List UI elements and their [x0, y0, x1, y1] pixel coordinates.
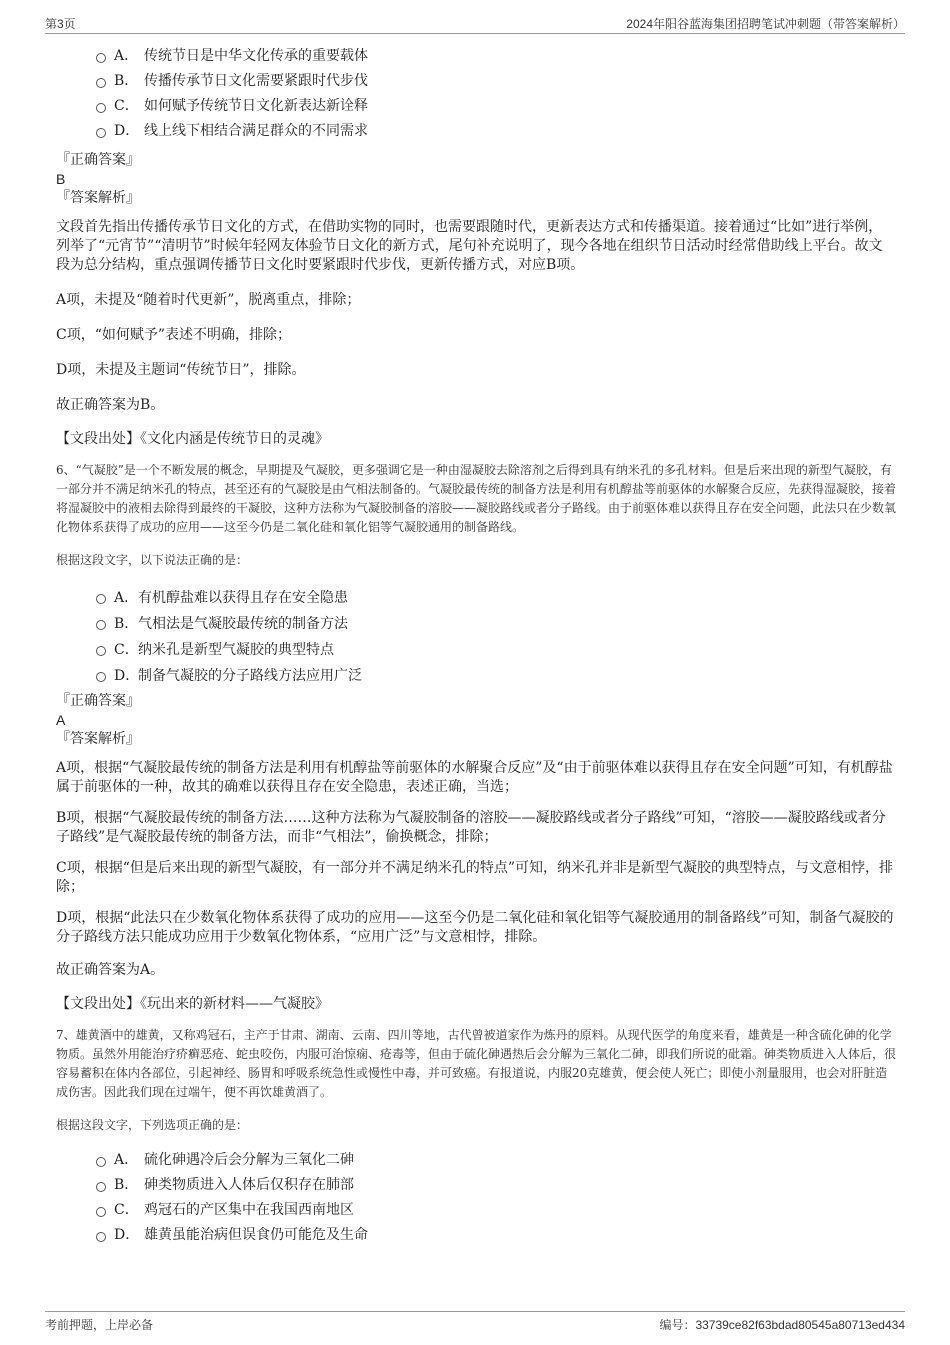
q5-option-c[interactable]: C． 如何赋予传统节日文化新表达新诠释 [96, 94, 896, 119]
document-content [56, 44, 896, 1248]
q6-source: 【文段出处】《玩出来的新材料——气凝胶》 [56, 996, 329, 1012]
q5-analysis-paragraph: 文段首先指出传播传承节日文化的方式，在借助实物的同时，也需要跟随时代，更新表达方式和传播渠道。接着通过“比如”进行举例，列举了“元宵节”“清明节”时候年轻网友体验节日文化的新方式，尾句补充说明了，现今各地在组织节日活动时经常借助线上平台。故文段为总分结构，重点强调传播节日文化时要紧跟时代步伐，更新传播方式，对应B项。 [56, 219, 883, 273]
q6-option-d[interactable]: D．制备气凝胶的分子路线方法应用广泛 [96, 663, 896, 689]
q5-option-a[interactable]: A． 传统节日是中华文化传承的重要载体 [96, 44, 896, 69]
q6-analysis-paragraph: A项，根据“气凝胶最传统的制备方法是利用有机醇盐等前驱体的水解聚合反应”及“由于前驱体难以获得且存在安全问题”可知，有机醇盐属于前驱体的一种，故其的确难以获得且存在安全隐患，表述正确，当选； [56, 760, 893, 795]
radio-icon[interactable] [96, 672, 106, 682]
q6-conclusion: 故正确答案为A。 [56, 962, 165, 978]
q5-analysis-paragraph: C项，“如何赋予”表述不明确，排除； [56, 327, 292, 343]
q7-option-a[interactable]: A． 硫化砷遇冷后会分解为三氧化二砷 [96, 1148, 896, 1173]
q5-conclusion: 故正确答案为B。 [56, 397, 165, 413]
q6-prompt: 根据这段文字，以下说法正确的是： [56, 553, 249, 567]
q6-analysis-paragraph: D项，根据“此法只在少数氧化物体系获得了成功的应用——这至今仍是二氧化硅和氧化铝等气凝胶通用的制备路线”可知，制备气凝胶的分子路线方法只能成功应用于少数氧化物体系，“应用广泛”与文意相悖，排除。 [56, 910, 894, 945]
radio-icon[interactable] [96, 1182, 106, 1192]
page-header [45, 13, 905, 34]
q5-option-d[interactable]: D． 线上线下相结合满足群众的不同需求 [96, 119, 896, 144]
q7-options [96, 1148, 896, 1248]
radio-icon[interactable] [96, 128, 106, 138]
q6-answer: A [56, 712, 66, 728]
q7-option-b[interactable]: B． 砷类物质进入人体后仅积存在肺部 [96, 1173, 896, 1198]
radio-icon[interactable] [96, 646, 106, 656]
q6-option-b[interactable]: B．气相法是气凝胶最传统的制备方法 [96, 611, 896, 637]
q5-option-b[interactable]: B． 传播传承节日文化需要紧跟时代步伐 [96, 69, 896, 94]
q6-analysis-paragraph: C项，根据“但是后来出现的新型气凝胶，有一部分并不满足纳米孔的特点”可知，纳米孔并非是新型气凝胶的典型特点，与文意相悖，排除； [56, 860, 894, 895]
q7-prompt: 根据这段文字，下列选项正确的是： [56, 1118, 249, 1132]
radio-icon[interactable] [96, 620, 106, 630]
footer-slogan: 考前押题，上岸必备 [45, 1318, 154, 1332]
q5-answer-label: 『正确答案』 [56, 152, 140, 168]
page-footer [45, 1311, 905, 1334]
q5-options [96, 44, 896, 144]
q7-option-c[interactable]: C． 鸡冠石的产区集中在我国西南地区 [96, 1198, 896, 1223]
q5-analysis-label: 『答案解析』 [56, 190, 140, 206]
radio-icon[interactable] [96, 103, 106, 113]
q5-analysis-paragraph: A项，未提及“随着时代更新”，脱离重点，排除； [56, 292, 361, 308]
q6-answer-label: 『正确答案』 [56, 693, 140, 709]
q7-option-d[interactable]: D． 雄黄虽能治病但误食仍可能危及生命 [96, 1223, 896, 1248]
radio-icon[interactable] [96, 1232, 106, 1242]
q5-source: 【文段出处】《文化内涵是传统节日的灵魂》 [56, 431, 329, 447]
q6-analysis-paragraph: B项，根据“气凝胶最传统的制备方法……这种方法称为气凝胶制备的溶胶——凝胶路线或者分子路线”可知，“溶胶——凝胶路线或者分子路线”是气凝胶最传统的制备方法，而非“气相法”，偷换概念，排除； [56, 810, 886, 845]
q6-option-c[interactable]: C．纳米孔是新型气凝胶的典型特点 [96, 637, 896, 663]
radio-icon[interactable] [96, 78, 106, 88]
q6-options [96, 585, 896, 689]
q5-analysis-paragraph: D项，未提及主题词“传统节日”，排除。 [56, 362, 306, 378]
radio-icon[interactable] [96, 1157, 106, 1167]
page-number: 第3页 [45, 17, 76, 31]
q7-question: 7、雄黄酒中的雄黄，又称鸡冠石，主产于甘肃、湖南、云南、四川等地，古代曾被道家作为炼丹的原料。从现代医学的角度来看，雄黄是一种含硫化砷的化学物质。虽然外用能治疗疥癣恶疮、蛇虫咬伤，内服可治惊痫、疮毒等，但由于硫化砷遇热后会分解为三氧化二砷，即我们所说的砒霜。砷类物质进入人体后，很容易蓄积在体内各部位，引起神经、肠胃和呼吸系统急性或慢性中毒，并可致癌。有报道说，内服20克雄黄，便会使人死亡；即使小剂量服用，也会对肝脏造成伤害。因此我们现在过端午，便不再饮雄黄酒了。 [56, 1028, 897, 1099]
q6-analysis-label: 『答案解析』 [56, 731, 140, 747]
q6-option-a[interactable]: A．有机醇盐难以获得且存在安全隐患 [96, 585, 896, 611]
radio-icon[interactable] [96, 1207, 106, 1217]
radio-icon[interactable] [96, 594, 106, 604]
q6-question: 6、“气凝胶”是一个不断发展的概念，早期提及气凝胶，更多强调它是一种由湿凝胶去除溶剂之后得到具有纳米孔的多孔材料。但是后来出现的新型气凝胶，有一部分并不满足纳米孔的特点，甚至还有的气凝胶是由气相法制备的。气凝胶最传统的制备方法是利用有机醇盐等前驱体的水解聚合反应，先获得湿凝胶，接着将湿凝胶中的液相去除得到最终的干凝胶，这种方法称为气凝胶制备的溶胶——凝胶路线或者分子路线。由于前驱体难以获得且存在安全问题，此法只在少数氧化物体系获得了成功的应用——这至今仍是二氧化硅和氧化铝等气凝胶通用的制备路线。 [56, 463, 897, 534]
footer-serial: 编号：33739ce82f63bdad80545a80713ed434 [659, 1318, 905, 1332]
document-title: 2024年阳谷蓝海集团招聘笔试冲刺题（带答案解析） [626, 17, 905, 31]
q5-answer: B [56, 171, 66, 187]
radio-icon[interactable] [96, 53, 106, 63]
